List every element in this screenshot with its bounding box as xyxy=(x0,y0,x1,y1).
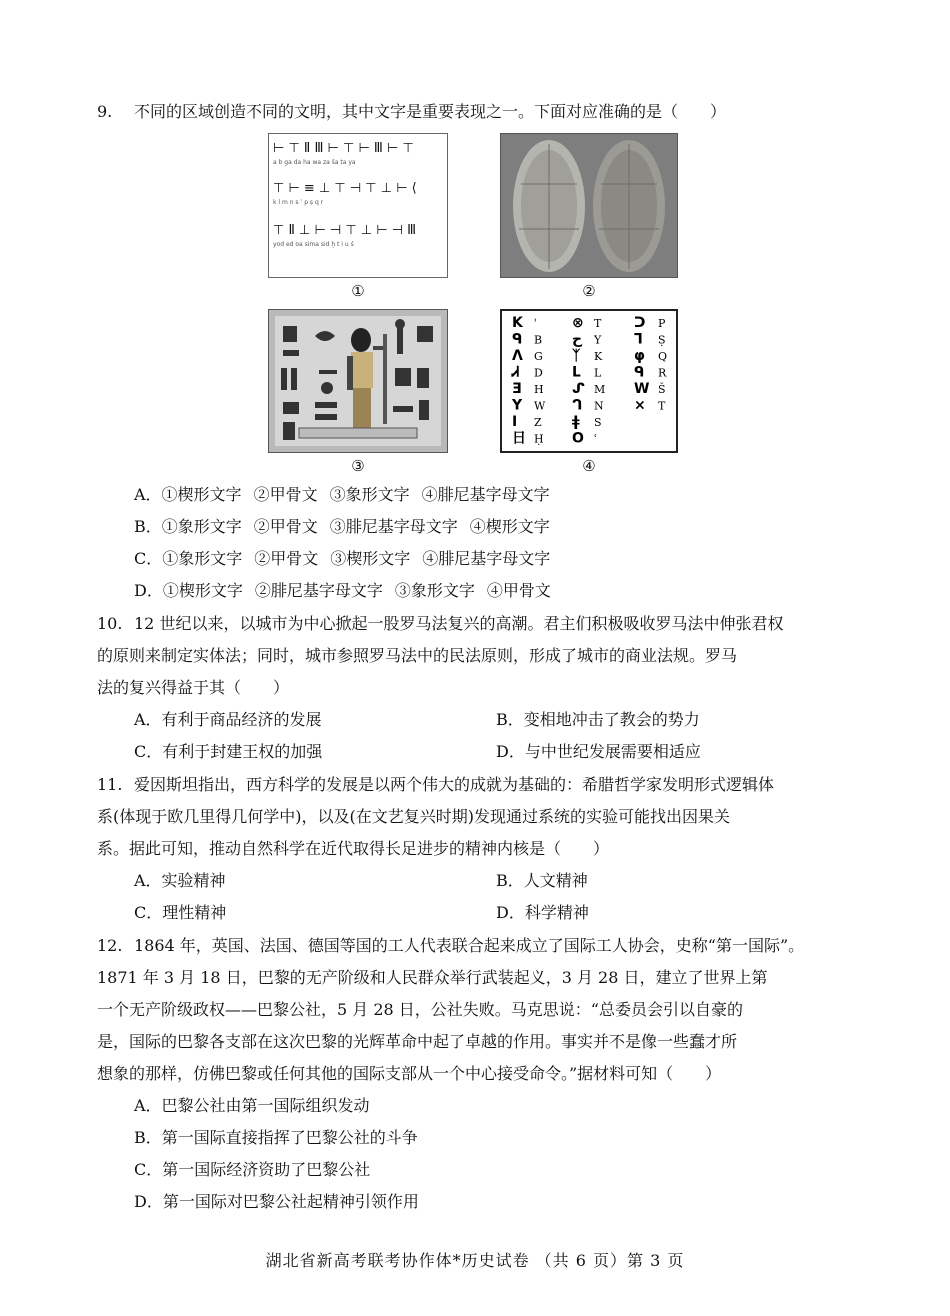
figure-caption-1: ① xyxy=(351,282,365,300)
phoenician-glyph: Y xyxy=(512,397,523,414)
option-part: ③楔形文字 xyxy=(330,549,411,568)
option-c[interactable]: C．有利于封建王权的加强 xyxy=(134,742,323,761)
question-stem-line: 爱因斯坦指出，西方科学的发展是以两个伟大的成就为基础的：希腊哲学家发明形式逻辑体 xyxy=(134,775,775,794)
option-part: ③象形文字 xyxy=(394,581,475,600)
option-part: ④楔形文字 xyxy=(469,517,550,536)
cuneiform-row1: ⊢ ⊤ Ⅱ Ⅲ ⊢ ⊤ ⊢ Ⅲ ⊢ ⊤ xyxy=(273,141,414,156)
phoenician-glyph: ᑫ xyxy=(634,364,645,381)
phoenician-letter-label: ʿ xyxy=(594,432,598,446)
question-stem-line: 1864 年，英国、法国、德国等国的工人代表联合起来成立了国际工人协会，史称“第一国际”。 xyxy=(134,936,805,955)
question-stem-line: 一个无产阶级政权——巴黎公社，5 月 28 日，公社失败。马克思说：“总委员会引以自豪的 xyxy=(97,1000,743,1019)
question-number: 9. xyxy=(97,102,113,121)
question-stem: 不同的区域创造不同的文明，其中文字是重要表现之一。下面对应准确的是（ ） xyxy=(134,102,727,121)
phoenician-glyph: φ xyxy=(634,348,645,364)
question-9 xyxy=(97,96,857,128)
option-b[interactable]: B．第一国际直接指挥了巴黎公社的斗争 xyxy=(134,1128,418,1147)
option-part: D．①楔形文字 xyxy=(134,581,243,600)
phoenician-glyph: I xyxy=(512,414,518,430)
phoenician-glyph: Ǝ xyxy=(512,381,522,397)
option-part: ③腓尼基字母文字 xyxy=(329,517,458,536)
question-stem-line: 12 世纪以来，以城市为中心掀起一股罗马法复兴的高潮。君主们积极吸收罗马法中伸张君权 xyxy=(134,614,784,633)
option-part: ②甲骨文 xyxy=(253,485,318,504)
option-part: ②甲骨文 xyxy=(253,517,318,536)
tortoise-shells-image xyxy=(501,134,677,277)
option-a[interactable] xyxy=(134,479,857,511)
phoenician-letter-label: Z xyxy=(534,416,542,429)
phoenician-glyph: ᛉ xyxy=(572,348,581,364)
figure-oracle-bones xyxy=(500,133,678,278)
figure-caption-4: ④ xyxy=(582,457,596,475)
cuneiform-row3: ⊤ Ⅱ ⊥ ⊢ ⊣ ⊤ ⊥ ⊢ ⊣ Ⅲ xyxy=(273,223,417,238)
page-footer: 湖北省新高考联考协作体*历史试卷 （共 6 页）第 3 页 xyxy=(265,1251,685,1270)
question-number: 12. xyxy=(97,936,123,955)
phoenician-glyph: Ꮧ xyxy=(512,364,520,381)
question-9-options xyxy=(97,479,857,607)
egyptian-hieroglyph-panel xyxy=(269,310,447,452)
phoenician-letter-label: H xyxy=(534,383,544,396)
phoenician-letter-label: D xyxy=(534,366,543,380)
question-stem-line: 想象的那样，仿佛巴黎或任何其他的国际支部从一个中心接受命令。”据材料可知（ ） xyxy=(97,1064,722,1083)
option-d[interactable]: D．与中世纪发展需要相适应 xyxy=(496,742,701,761)
option-c[interactable] xyxy=(134,543,857,575)
option-part: ④甲骨文 xyxy=(486,581,551,600)
phoenician-letter-label: R xyxy=(658,366,667,380)
phoenician-letter-label: W xyxy=(534,399,546,413)
option-a[interactable]: A．有利于商品经济的发展 xyxy=(134,710,322,729)
question-stem-line: 的原则来制定实体法；同时，城市参照罗马法中的民法原则，形成了城市的商业法规。罗马 xyxy=(97,646,738,665)
phoenician-letter-label: S xyxy=(594,416,602,429)
phoenician-glyph: ᔑ xyxy=(572,381,585,397)
option-d[interactable] xyxy=(134,575,857,607)
option-d[interactable]: D．第一国际对巴黎公社起精神引领作用 xyxy=(134,1192,419,1211)
cuneiform-row2-labels: k l m n s ʿ p ṣ q r xyxy=(273,199,324,206)
phoenician-glyph: ᒪ xyxy=(572,364,581,381)
option-a[interactable]: A．巴黎公社由第一国际组织发动 xyxy=(134,1096,370,1115)
figure-caption-2: ② xyxy=(582,282,596,300)
cuneiform-row3-labels: yod ed oa sima sid ḫ t i u ś xyxy=(273,241,354,248)
question-number: 11. xyxy=(97,775,123,794)
question-stem-line: 系。据此可知，推动自然科学在近代取得长足进步的精神内核是（ ） xyxy=(97,839,610,858)
question-11 xyxy=(97,769,857,929)
question-10 xyxy=(97,608,857,768)
option-part: C．①象形文字 xyxy=(134,549,243,568)
question-number: 10. xyxy=(97,614,123,633)
option-part: ②腓尼基字母文字 xyxy=(254,581,383,600)
option-part: ④腓尼基字母文字 xyxy=(422,549,551,568)
option-part: A．①楔形文字 xyxy=(134,485,242,504)
figure-phoenician xyxy=(500,309,678,453)
phoenician-glyph: ǂ xyxy=(572,414,580,430)
cuneiform-chart xyxy=(269,134,447,277)
figure-caption-3: ③ xyxy=(351,457,365,475)
phoenician-glyph: ح xyxy=(572,331,583,348)
phoenician-glyph: × xyxy=(634,397,646,414)
phoenician-letter-label: G xyxy=(534,350,543,363)
option-part: ④腓尼基字母文字 xyxy=(421,485,550,504)
phoenician-glyph: ᑫ xyxy=(512,331,523,348)
option-c[interactable]: C．第一国际经济资助了巴黎公社 xyxy=(134,1160,371,1179)
phoenician-glyph: O xyxy=(572,430,584,447)
option-b[interactable]: B．变相地冲击了教会的势力 xyxy=(496,710,700,729)
question-stem-line: 法的复兴得益于其（ ） xyxy=(97,678,290,697)
phoenician-letter-label: L xyxy=(594,366,602,380)
option-c[interactable]: C．理性精神 xyxy=(134,903,227,922)
option-d[interactable]: D．科学精神 xyxy=(496,903,589,922)
phoenician-letter-label: P xyxy=(658,317,666,330)
phoenician-letter-label: ʾ xyxy=(534,317,538,330)
phoenician-letter-label: B xyxy=(534,333,543,347)
option-a[interactable]: A．实验精神 xyxy=(134,871,226,890)
option-b[interactable]: B．人文精神 xyxy=(496,871,588,890)
figure-cuneiform xyxy=(268,133,448,278)
phoenician-glyph: ᒉ xyxy=(572,397,583,414)
option-part: ③象形文字 xyxy=(329,485,410,504)
phoenician-glyph: ᑐ xyxy=(634,315,646,331)
cuneiform-row1-labels: a b ga da ha wa za ša ta ya xyxy=(273,159,356,166)
option-b[interactable] xyxy=(134,511,857,543)
question-12 xyxy=(97,930,857,1218)
phoenician-glyph: W xyxy=(634,381,650,397)
phoenician-glyph: 日 xyxy=(512,430,526,447)
phoenician-letter-label: Q xyxy=(658,350,668,363)
phoenician-alphabet-chart xyxy=(502,311,676,451)
option-part: ②甲骨文 xyxy=(254,549,319,568)
phoenician-glyph: ⊗ xyxy=(572,315,584,331)
phoenician-letter-label: M xyxy=(594,383,606,396)
phoenician-glyph: ᐱ xyxy=(512,348,523,364)
phoenician-letter-label: T xyxy=(658,399,666,413)
phoenician-letter-label: Ṣ xyxy=(658,333,666,347)
phoenician-letter-label: Y xyxy=(594,333,602,347)
phoenician-letter-label: K xyxy=(594,350,603,363)
question-stem-line: 系(体现于欧几里得几何学中)，以及(在文艺复兴时期)发现通过系统的实验可能找出因果关 xyxy=(97,807,730,826)
phoenician-glyph: K xyxy=(512,315,523,331)
phoenician-letter-label: T xyxy=(594,317,602,330)
question-stem-line: 是，国际的巴黎各支部在这次巴黎的光辉革命中起了卓越的作用。事实并不是像一些蠢才所 xyxy=(97,1032,738,1051)
phoenician-letter-label: Ḥ xyxy=(534,432,544,446)
question-stem-line: 1871 年 3 月 18 日，巴黎的无产阶级和人民群众举行武装起义，3 月 28 日，建立了世界上第 xyxy=(97,968,768,987)
figure-hieroglyphs xyxy=(268,309,448,453)
cuneiform-row2: ⊤ ⊢ ≡ ⊥ ⊤ ⊣ ⊤ ⊥ ⊢ ⟨ xyxy=(273,181,417,196)
phoenician-letter-label: N xyxy=(594,399,604,413)
phoenician-letter-label: Š xyxy=(658,383,666,396)
phoenician-glyph: ᒣ xyxy=(634,331,643,348)
option-part: B．①象形文字 xyxy=(134,517,242,536)
